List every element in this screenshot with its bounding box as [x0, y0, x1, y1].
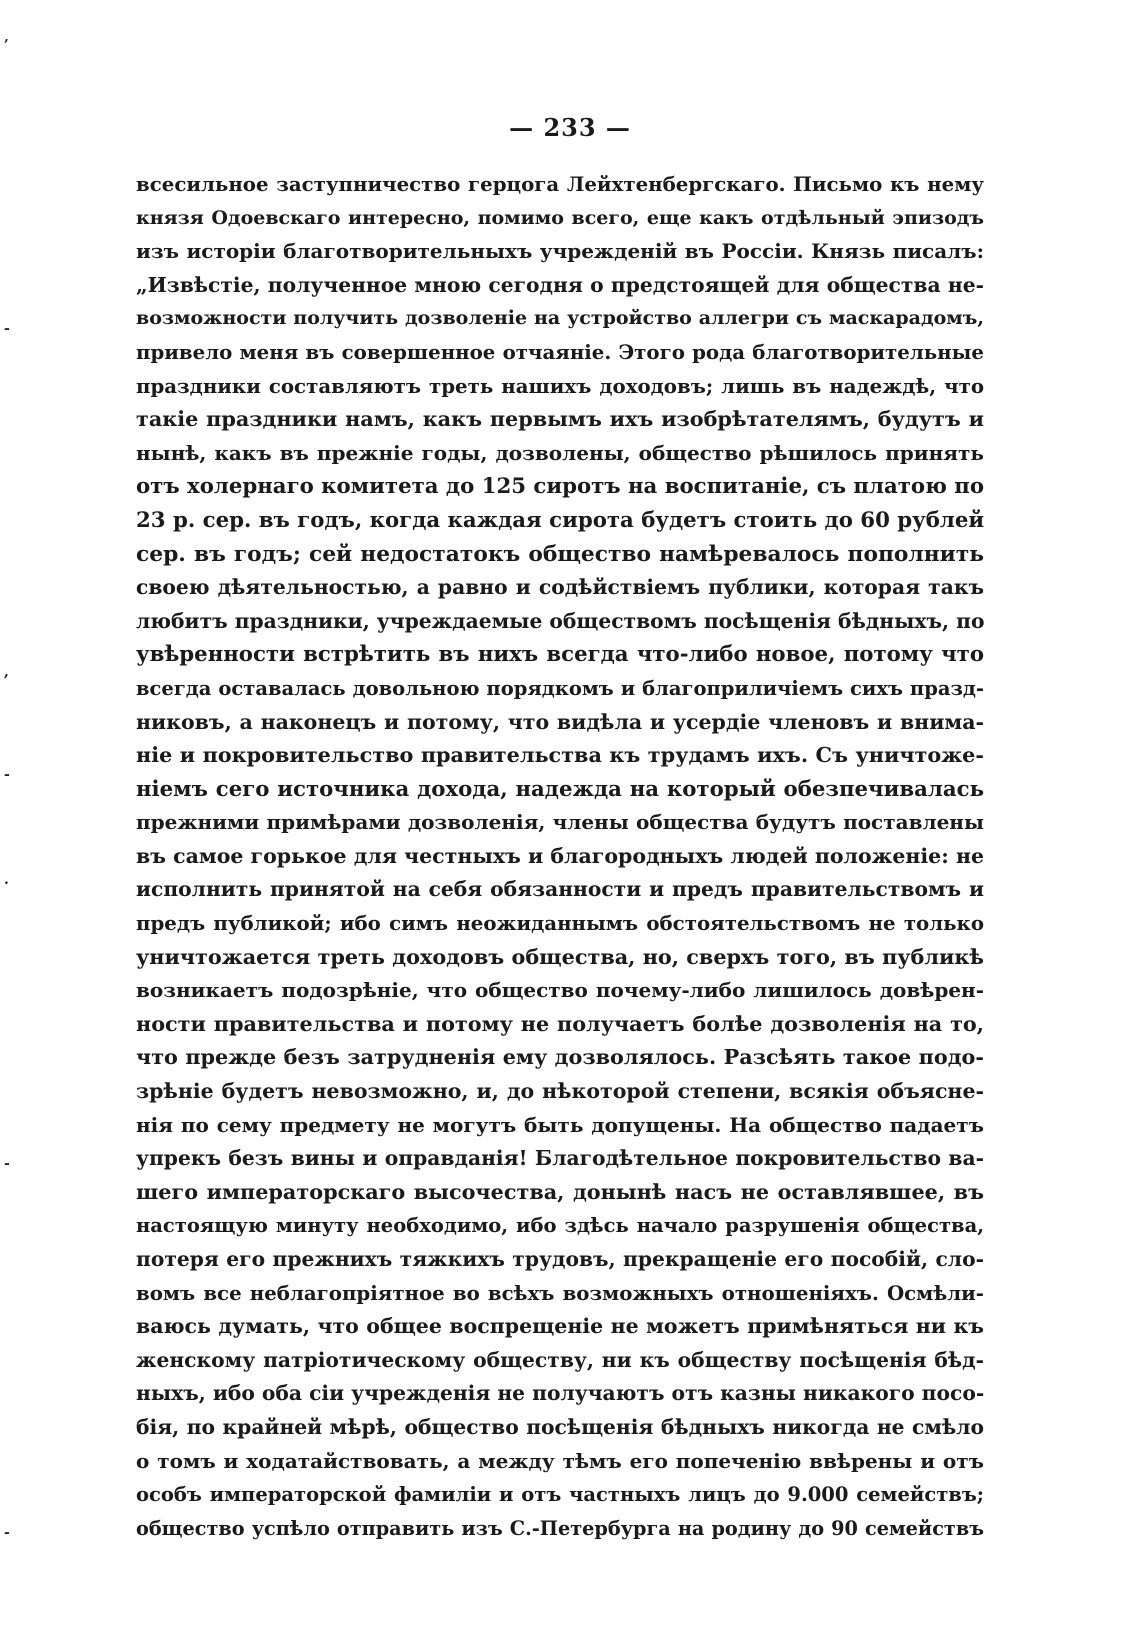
margin-mark: - [4, 1525, 10, 1541]
margin-mark: ‚ [4, 29, 9, 45]
text-line: бія, по крайней мѣрѣ, общество посѣщенія бѣдныхъ никогда не смѣло [136, 1414, 984, 1439]
text-line: ніе и покровительство правительства къ трудамъ ихъ. Съ уничтоже- [136, 743, 984, 768]
text-line: ніемъ сего источника дохода, надежда на который обезпечивалась [136, 776, 984, 802]
text-line: въ самое горькое для честныхъ и благородныхъ людей положеніе: не [136, 843, 984, 868]
text-line: привело меня въ совершенное отчаяніе. Этого рода благотворительные [136, 339, 984, 364]
text-line: изъ исторіи благотворительныхъ учрежденій въ Россіи. Князь писалъ: [136, 239, 984, 264]
text-line: всегда оставалась довольною порядкомъ и благоприличіемъ сихъ празд- [136, 676, 984, 700]
margin-mark: . [4, 872, 9, 888]
page-number: — 233 — [509, 113, 631, 142]
text-line: исполнить принятой на себя обязанности и предъ правительствомъ и [136, 877, 984, 902]
text-line: отъ холернаго комитета до 125 сиротъ на воспитаніе, съ платою по [136, 474, 984, 500]
text-line: ности правительства и потому не получаетъ болѣе дозволенія на то, [136, 1011, 984, 1036]
text-line: потеря его прежнихъ тяжкихъ трудовъ, прекращеніе его пособій, сло- [136, 1247, 984, 1271]
text-line: женскому патріотическому обществу, ни къ обществу посѣщенія бѣд- [136, 1347, 984, 1372]
text-line: что прежде безъ затрудненія ему дозволялось. Разсѣять такое подо- [136, 1045, 984, 1070]
text-line: нынѣ, какъ въ прежніе годы, дозволены, общество рѣшилось принять [136, 440, 984, 465]
text-line: увѣренности встрѣтить въ нихъ всегда что-либо новое, потому что [136, 642, 984, 668]
text-line: предъ публикой; ибо симъ неожиданнымъ обстоятельствомъ не только [136, 911, 984, 936]
margin-mark: - [4, 321, 10, 337]
text-line: князя Одоевскаго интересно, помимо всего, еще какъ отдѣльный эпизодъ [136, 206, 984, 229]
text-line: возможности получить дозволеніе на устройство аллегри съ маскарадомъ, [136, 307, 984, 330]
text-line: зрѣніе будетъ невозможно, и, до нѣкоторой степени, всякія объясне- [136, 1079, 984, 1104]
text-line: сер. въ годъ; сей недостатокъ общество намѣревалось пополнить [136, 541, 984, 567]
text-line: упрекъ безъ вины и оправданія! Благодѣтельное покровительство ва- [136, 1146, 984, 1171]
text-line: нія по сему предмету не могутъ быть допущены. На общество падаетъ [136, 1112, 984, 1137]
text-line: настоящую минуту необходимо, ибо здѣсь начало разрушенія общества, [136, 1214, 984, 1238]
body-text [136, 168, 984, 1545]
margin-mark: - [4, 1156, 10, 1172]
text-line: шего императорскаго высочества, донынѣ насъ не оставлявшее, въ [136, 1179, 984, 1204]
text-line: ныхъ, ибо оба сіи учрежденія не получаютъ отъ казны никакого посо- [136, 1381, 984, 1406]
margin-mark: , [4, 664, 9, 680]
text-line: такіе праздники намъ, какъ первымъ ихъ изобрѣтателямъ, будутъ и [136, 407, 984, 432]
text-line: особъ императорской фамиліи и отъ частныхъ лицъ до 9.000 семействъ; [136, 1483, 984, 1507]
text-line: прежними примѣрами дозволенія, члены общества будутъ поставлены [136, 810, 984, 835]
text-line: 23 р. сер. въ годъ, когда каждая сирота будетъ стоить до 60 рублей [136, 507, 984, 533]
text-line: никовъ, а наконецъ и потому, что видѣла и усердіе членовъ и внима- [136, 709, 984, 734]
text-line: „Извѣстіе, полученное мною сегодня о предстоящей для общества не- [136, 272, 984, 297]
text-line: всесильное заступничество герцога Лейхтенбергскаго. Письмо къ нему [136, 172, 984, 196]
text-line: о томъ и ходатайствовать, а между тѣмъ его попеченію ввѣрены и отъ [136, 1448, 984, 1473]
text-line: уничтожается треть доходовъ общества, но, сверхъ того, въ публикѣ [136, 944, 984, 969]
text-line: ваюсь думать, что общее воспрещеніе не можетъ примѣняться ни къ [136, 1314, 984, 1339]
text-line: общество успѣло отправить изъ С.-Петербурга на родину до 90 семействъ [136, 1516, 984, 1540]
text-line: праздники составляютъ треть нашихъ доходовъ; лишь въ надеждѣ, что [136, 373, 984, 398]
margin-mark: - [4, 767, 10, 783]
text-line: любитъ праздники, учреждаемые обществомъ посѣщенія бѣдныхъ, по [136, 608, 984, 633]
text-line: своею дѣятельностью, а равно и содѣйствіемъ публики, которая такъ [136, 575, 984, 600]
text-line: вомъ все неблагопріятное во всѣхъ возможныхъ отношеніяхъ. Осмѣли- [136, 1280, 984, 1305]
text-line: возникаетъ подозрѣніе, что общество почему-либо лишилось довѣрен- [136, 978, 984, 1003]
